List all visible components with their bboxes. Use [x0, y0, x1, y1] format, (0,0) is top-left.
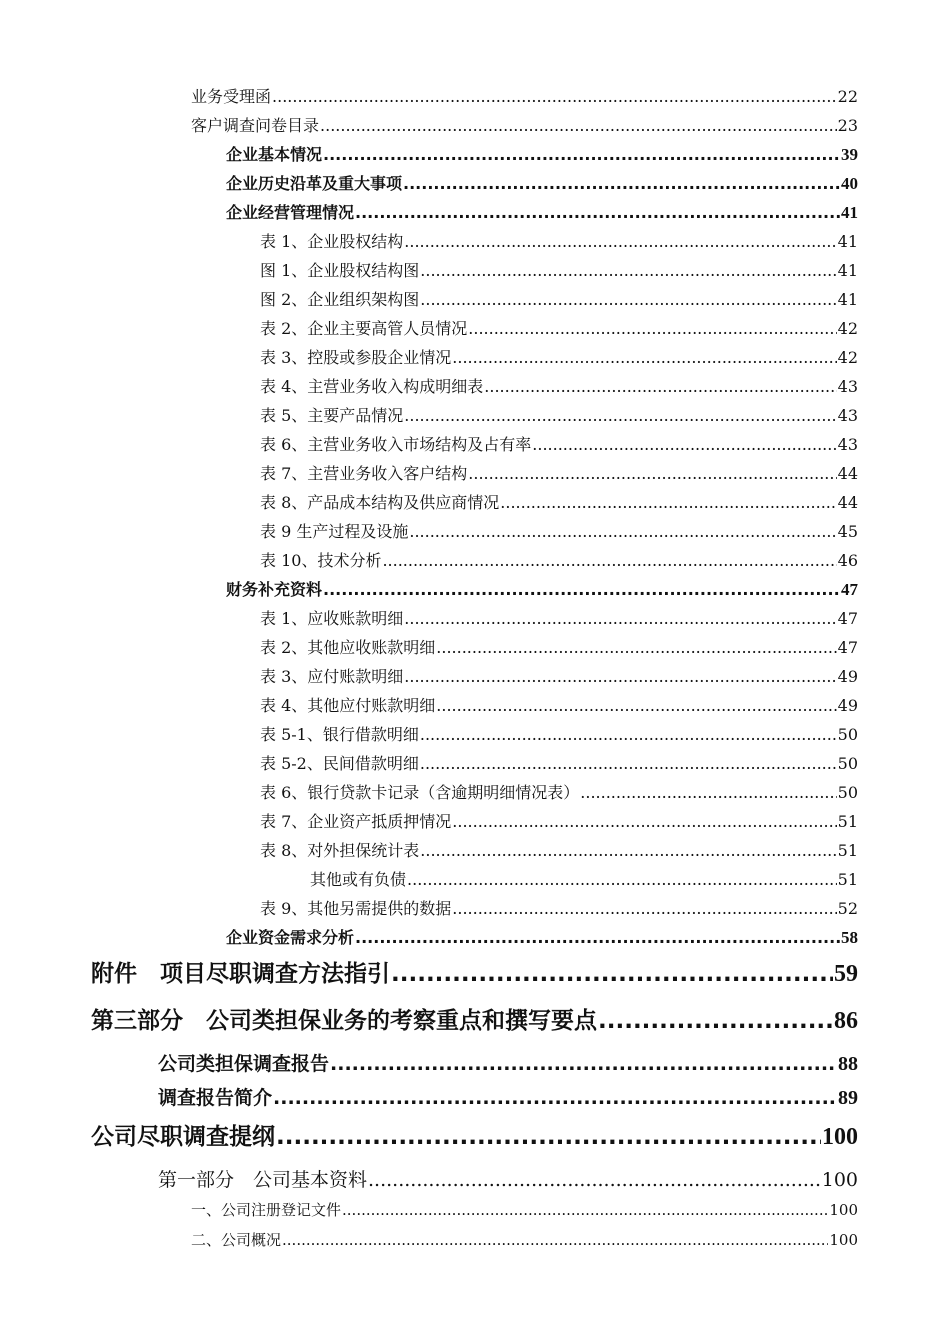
toc-entry[interactable]	[191, 84, 858, 107]
toc-page-number: 88	[838, 1053, 858, 1075]
toc-entry-label: 公司尽职调查提纲	[91, 1124, 275, 1150]
toc-leader-dots	[532, 435, 836, 454]
toc-entry-label: 表 9、其他另需提供的数据	[260, 899, 452, 918]
toc-entry[interactable]	[191, 1199, 858, 1220]
toc-leader-dots	[404, 667, 836, 686]
toc-page-number: 100	[821, 1169, 858, 1191]
toc-entry[interactable]	[260, 693, 858, 716]
toc-leader-dots	[484, 377, 836, 396]
toc-page-number: 41	[837, 290, 858, 309]
toc-page-number: 51	[837, 812, 858, 831]
toc-leader-dots	[403, 174, 840, 193]
toc-entry-label: 表 8、产品成本结构及供应商情况	[260, 493, 500, 512]
toc-entry-label: 调查报告简介	[158, 1087, 273, 1109]
toc-page-number: 50	[837, 754, 858, 773]
toc-entry-label: 客户调查问卷目录	[191, 116, 320, 135]
toc-page-number: 51	[837, 841, 858, 860]
toc-entry[interactable]	[226, 577, 858, 600]
toc-leader-dots	[382, 551, 836, 570]
toc-page-number: 43	[837, 435, 858, 454]
toc-entry-label: 业务受理函	[191, 87, 272, 106]
toc-entry-label: 表 3、应付账款明细	[260, 667, 404, 686]
toc-page-number: 45	[837, 522, 858, 541]
toc-page-number: 49	[837, 696, 858, 715]
toc-leader-dots	[420, 841, 836, 860]
toc-leader-dots	[420, 290, 836, 309]
toc-leader-dots	[355, 928, 840, 947]
toc-entry-label: 企业资金需求分析	[226, 928, 355, 947]
toc-entry-label: 表 1、企业股权结构	[260, 232, 404, 251]
toc-entry-label: 第三部分 公司类担保业务的考察重点和撰写要点	[91, 1008, 597, 1034]
toc-page-number: 100	[822, 1124, 858, 1150]
toc-leader-dots	[580, 783, 836, 802]
toc-entry[interactable]	[260, 896, 858, 919]
toc-leader-dots	[452, 812, 836, 831]
toc-page-number: 42	[837, 348, 858, 367]
toc-entry-label: 表 1、应收账款明细	[260, 609, 404, 628]
toc-leader-dots	[282, 1231, 828, 1249]
toc-entry[interactable]	[260, 287, 858, 310]
toc-entry-label: 表 3、控股或参股企业情况	[260, 348, 452, 367]
toc-page-number: 58	[841, 928, 858, 947]
toc-page-number: 41	[837, 261, 858, 280]
toc-entry[interactable]	[158, 1165, 858, 1192]
toc-leader-dots	[420, 725, 837, 744]
toc-entry-label: 表 7、主营业务收入客户结构	[260, 464, 468, 483]
toc-entry-label: 第一部分 公司基本资料	[158, 1169, 368, 1191]
toc-entry[interactable]	[260, 548, 858, 571]
toc-entry[interactable]	[260, 838, 858, 861]
toc-page-number: 22	[837, 87, 858, 106]
toc-leader-dots	[468, 464, 836, 483]
toc-entry[interactable]	[260, 519, 858, 542]
toc-page-number: 46	[837, 551, 858, 570]
toc-entry[interactable]	[226, 925, 858, 948]
toc-page-number: 100	[829, 1201, 858, 1219]
toc-page-number: 23	[837, 116, 858, 135]
toc-entry-label: 表 5-1、银行借款明细	[260, 725, 419, 744]
toc-leader-dots	[391, 961, 833, 987]
toc-leader-dots	[500, 493, 836, 512]
toc-entry-label: 表 8、对外担保统计表	[260, 841, 420, 860]
toc-entry[interactable]	[191, 1229, 858, 1250]
toc-entry-label: 二、公司概况	[191, 1231, 282, 1249]
toc-entry[interactable]	[260, 606, 858, 629]
toc-page-number: 43	[837, 377, 858, 396]
toc-page-number: 47	[837, 638, 858, 657]
toc-entry[interactable]	[260, 316, 858, 339]
toc-entry-label: 表 7、企业资产抵质押情况	[260, 812, 452, 831]
toc-leader-dots	[452, 899, 836, 918]
toc-page-number: 41	[837, 232, 858, 251]
toc-entry[interactable]	[260, 664, 858, 687]
toc-leader-dots	[436, 638, 836, 657]
toc-entry-label: 表 4、其他应付账款明细	[260, 696, 436, 715]
toc-entry[interactable]	[260, 490, 858, 513]
toc-entry-label: 图 2、企业组织架构图	[260, 290, 420, 309]
toc-entry-label: 其他或有负债	[310, 870, 407, 889]
toc-page-number: 51	[837, 870, 858, 889]
toc-page-number: 41	[841, 203, 858, 222]
toc-entry-label: 表 6、主营业务收入市场结构及占有率	[260, 435, 532, 454]
toc-entry[interactable]	[260, 374, 858, 397]
toc-entry-label: 企业经营管理情况	[226, 203, 355, 222]
toc-leader-dots	[598, 1008, 833, 1034]
toc-page-number: 89	[838, 1087, 858, 1109]
toc-entry[interactable]	[91, 1002, 858, 1035]
toc-entry[interactable]	[260, 809, 858, 832]
toc-entry-label: 一、公司注册登记文件	[191, 1201, 342, 1219]
toc-entry-label: 附件 项目尽职调查方法指引	[91, 961, 390, 987]
toc-leader-dots	[468, 319, 836, 338]
toc-leader-dots	[420, 754, 837, 773]
toc-leader-dots	[436, 696, 836, 715]
toc-entry[interactable]	[91, 955, 858, 988]
toc-leader-dots	[409, 522, 836, 541]
toc-page-number: 86	[834, 1008, 858, 1034]
toc-entry[interactable]	[260, 432, 858, 455]
toc-leader-dots	[355, 203, 840, 222]
toc-entry[interactable]	[260, 229, 858, 252]
toc-page-number: 50	[837, 725, 858, 744]
toc-entry-label: 企业历史沿革及重大事项	[226, 174, 403, 193]
toc-entry[interactable]	[260, 461, 858, 484]
toc-leader-dots	[407, 870, 837, 889]
toc-leader-dots	[320, 116, 837, 135]
toc-leader-dots	[342, 1201, 828, 1219]
toc-page-number: 43	[837, 406, 858, 425]
toc-leader-dots	[323, 580, 840, 599]
toc-entry[interactable]	[260, 722, 858, 745]
toc-leader-dots	[276, 1124, 821, 1150]
toc-page-number: 44	[837, 464, 858, 483]
toc-page-number: 52	[837, 899, 858, 918]
toc-entry-label: 表 4、主营业务收入构成明细表	[260, 377, 484, 396]
toc-entry-label: 企业基本情况	[226, 145, 323, 164]
toc-leader-dots	[404, 609, 836, 628]
toc-leader-dots	[452, 348, 836, 367]
toc-leader-dots	[323, 145, 840, 164]
toc-leader-dots	[330, 1053, 837, 1075]
toc-entry[interactable]	[226, 171, 858, 194]
toc-entry[interactable]	[260, 751, 858, 774]
toc-entry[interactable]	[260, 403, 858, 426]
toc-entry-label: 图 1、企业股权结构图	[260, 261, 420, 280]
toc-page-number: 49	[837, 667, 858, 686]
toc-entry[interactable]	[260, 780, 858, 803]
toc-leader-dots	[273, 1087, 837, 1109]
toc-entry[interactable]	[91, 1118, 858, 1151]
toc-leader-dots	[404, 406, 836, 425]
toc-entry-label: 表 2、其他应收账款明细	[260, 638, 436, 657]
toc-page-number: 50	[837, 783, 858, 802]
toc-entry[interactable]	[226, 200, 858, 223]
toc-entry[interactable]	[226, 142, 858, 165]
toc-page-number: 47	[837, 609, 858, 628]
toc-entry[interactable]	[260, 258, 858, 281]
toc-entry[interactable]	[158, 1083, 858, 1110]
toc-page-number: 40	[841, 174, 858, 193]
toc-entry[interactable]	[260, 345, 858, 368]
toc-entry[interactable]	[158, 1049, 858, 1076]
toc-entry-label: 财务补充资料	[226, 580, 323, 599]
toc-page-number: 47	[841, 580, 858, 599]
toc-entry-label: 公司类担保调查报告	[158, 1053, 330, 1075]
toc-leader-dots	[404, 232, 836, 251]
toc-leader-dots	[272, 87, 837, 106]
toc-page-number: 39	[841, 145, 858, 164]
toc-entry-label: 表 2、企业主要高管人员情况	[260, 319, 468, 338]
toc-page-number: 59	[834, 961, 858, 987]
toc-entry-label: 表 10、技术分析	[260, 551, 382, 570]
toc-page-number: 42	[837, 319, 858, 338]
toc-entry-label: 表 5-2、民间借款明细	[260, 754, 419, 773]
toc-entry[interactable]	[310, 867, 858, 890]
toc-entry-label: 表 9 生产过程及设施	[260, 522, 409, 541]
toc-entry-label: 表 5、主要产品情况	[260, 406, 404, 425]
toc-entry-label: 表 6、银行贷款卡记录（含逾期明细情况表）	[260, 783, 580, 802]
toc-leader-dots	[368, 1169, 821, 1191]
toc-entry[interactable]	[191, 113, 858, 136]
toc-leader-dots	[420, 261, 836, 280]
toc-page-number: 44	[837, 493, 858, 512]
toc-page-number: 100	[829, 1231, 858, 1249]
toc-entry[interactable]	[260, 635, 858, 658]
